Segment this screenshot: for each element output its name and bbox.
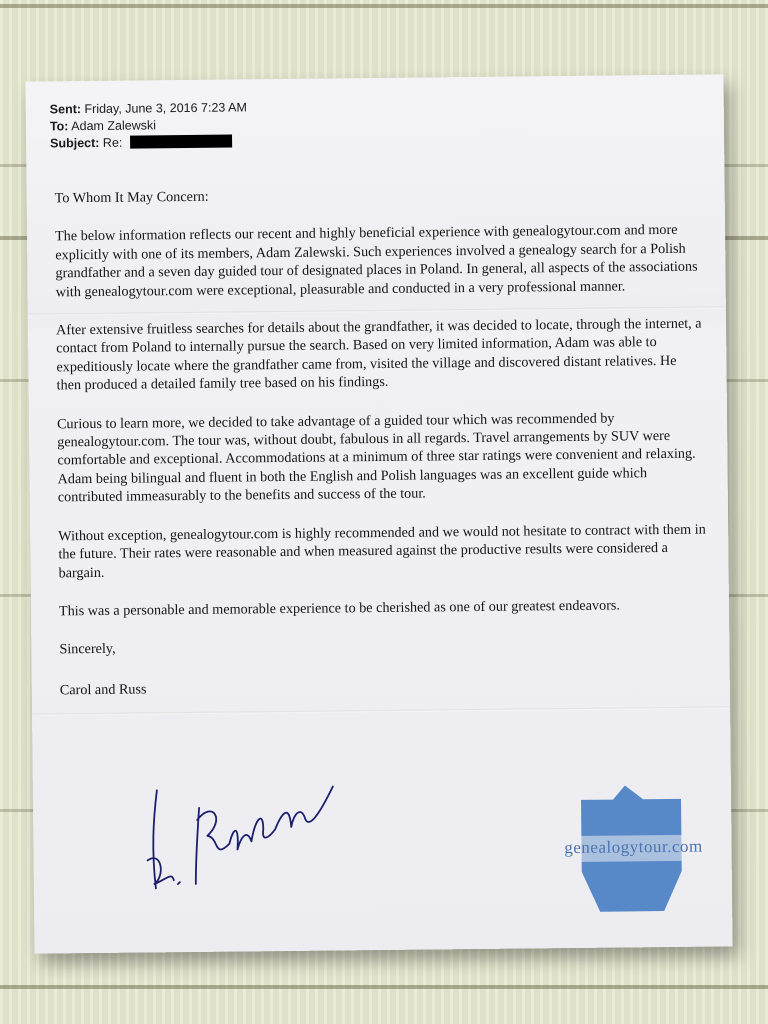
floor-board-gap: [0, 985, 768, 989]
to-value: Adam Zalewski: [71, 118, 157, 134]
to-line: [50, 116, 247, 135]
subject-value: Re:: [102, 135, 123, 150]
paragraph: After extensive fruitless searches for details about the grandfather, it was decided to locate, through the internet, a contact from Poland to internally pursue the search. Based on very limited information, Adam was able to expeditiously locate where the grandfather came from, visited the village and discovered distant relatives. He then produced a detailed family tree based on his findings.: [55, 315, 702, 394]
handwritten-signature: [143, 778, 344, 900]
paragraph: Without exception, genealogytour.com is highly recommended and we would not hesitate to contract with them in the future. Their rates were reasonable and when measured against the productive results were considered a bargain.: [58, 521, 706, 581]
subject-line: [50, 133, 247, 152]
closing: Sincerely,: [59, 641, 116, 658]
sent-line: [50, 99, 247, 118]
signatories: Carol and Russ: [59, 681, 147, 699]
paragraph: The below information reflects our recent and highly beneficial experience with genealogytour.com and more explicitly with one of its members, Adam Zalewski. Such experiences involved a genealogy search for a Polish grandfather and a seven day guided tour of designated places in Poland. In general, all aspects of the associations with genealogytour.com were exceptional, pleasurable and conducted in a very professional manner.: [54, 222, 698, 300]
logo-text: genealogytour.com: [564, 836, 703, 858]
letter-sheet: [25, 74, 732, 953]
email-header: [50, 99, 248, 152]
greeting: To Whom It May Concern:: [54, 188, 209, 207]
genealogytour-logo: [533, 780, 734, 922]
paragraph: This was a personable and memorable experience to be cherished as one of our greatest endeavors.: [58, 597, 621, 620]
redaction-bar: [130, 135, 232, 149]
floor-board-gap: [0, 4, 768, 8]
letter-body: [55, 183, 709, 720]
paragraph: Curious to learn more, we decided to take advantage of a guided tour which was recommended by genealogytour.com. The tour was, without doubt, fabulous in all regards. Travel arrangements by SUV were comfortable and exceptional. Accommodations at a minimum of three star ratings were convenient and relaxing. Adam being bilingual and fluent in both the English and Polish languages was an excellent guide which contributed immeasurably to the benefits and success of the tour.: [56, 410, 696, 506]
to-label: To:: [49, 119, 69, 134]
subject-label: Subject:: [50, 135, 100, 151]
sent-value: Friday, June 3, 2016 7:23 AM: [84, 100, 247, 117]
sent-label: Sent:: [49, 102, 82, 117]
